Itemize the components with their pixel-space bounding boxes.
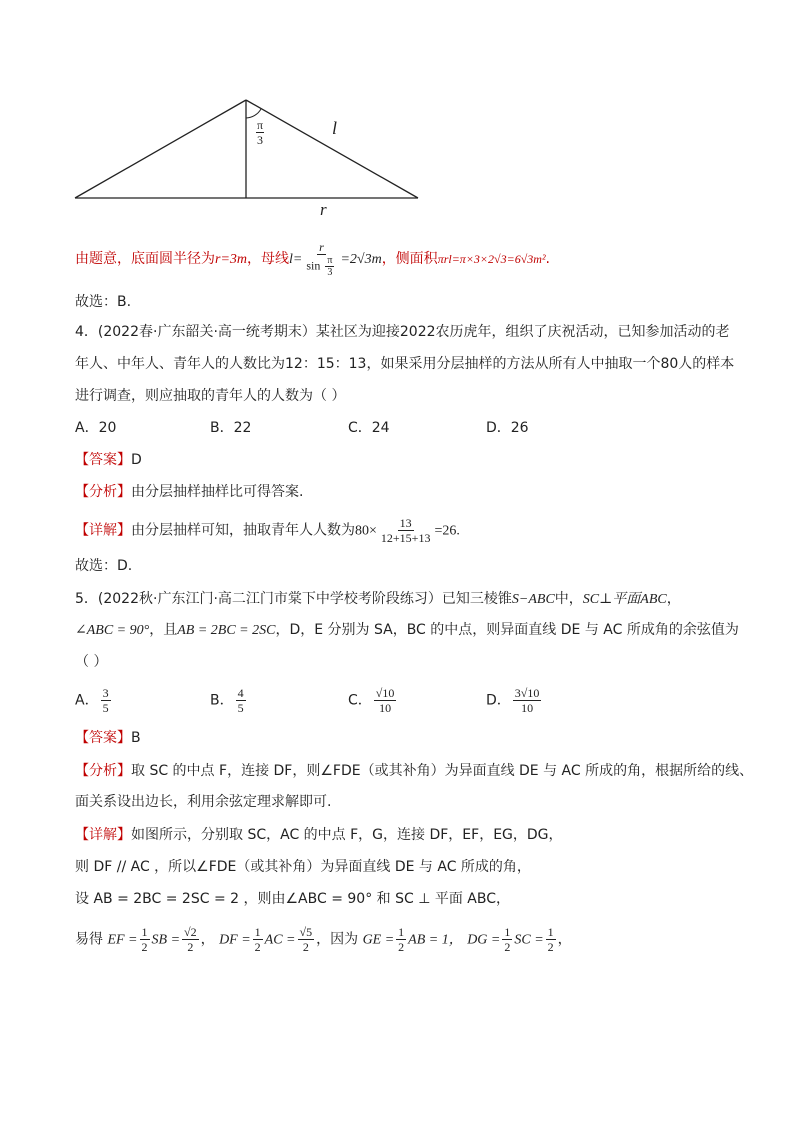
q4-detail-line: [75, 516, 460, 545]
q5-stem-1c: 中，: [554, 591, 583, 607]
q5-stem-2c: AB = 2BC = 2SC: [177, 623, 276, 638]
q5-analysis-tag: 【分析】: [75, 763, 131, 779]
q5-opt-b-label: B．: [210, 692, 234, 709]
prev-l-frac-num: r: [319, 240, 324, 254]
q5-stem-line2: [75, 620, 739, 641]
q4-stem-line2: 年人、中年人、青年人的人数比为12：15：13，如果采用分层抽样的方法从所有人中抽取一个80人的样本: [75, 356, 735, 372]
cone-section-diagram: [70, 92, 430, 222]
q4-option-c: C．24: [348, 420, 390, 436]
q5-opt-b-den: 5: [237, 701, 244, 715]
q5-ge-frac-num: 1: [398, 925, 405, 939]
q5-ge-frac-den: 2: [398, 940, 405, 954]
q5-opt-c-num: √10: [375, 686, 395, 700]
q5-option-b: [210, 686, 248, 715]
prev-end: .: [545, 251, 550, 267]
q5-answer: B: [131, 730, 141, 746]
q5-ge-lhs: GE =: [362, 932, 395, 948]
q5-opt-d-frac: [513, 686, 542, 715]
q5-dg-result-den: 2: [547, 940, 554, 954]
q5-opt-d-num: 3√10: [514, 686, 540, 700]
q5-stem-line3: （ ）: [75, 654, 108, 670]
q5-dg-frac-num: 1: [504, 925, 511, 939]
q4-analysis: 由分层抽样抽样比可得答案.: [131, 484, 304, 500]
angle-arc: [246, 109, 261, 118]
q5-option-d: [486, 686, 543, 715]
q5-stem-2b: ，且: [149, 622, 178, 638]
q5-dg-result-num: 1: [547, 925, 554, 939]
prev-solution-line: [75, 240, 550, 278]
q5-df-result: [298, 925, 315, 954]
prev-l-frac: [304, 240, 338, 278]
q5-ef-mid: SB =: [151, 932, 181, 948]
prev-l-frac-den: [304, 255, 338, 278]
q5-df-mid: AC =: [264, 932, 296, 948]
q5-ef-frac: [140, 925, 150, 954]
q5-answer-tag: 【答案】: [75, 730, 131, 746]
q4-answer-tag: 【答案】: [75, 452, 131, 468]
q5-detail-1: 如图所示，分别取 SC，AC 的中点 F，G，连接 DF，EF，EG，DG，: [131, 827, 563, 843]
q5-ef-result-num: √2: [184, 925, 197, 939]
prev-l-result: =2√3m: [340, 252, 382, 267]
q5-opt-c-label: C．: [348, 692, 372, 709]
q5-df-result-den: 2: [302, 940, 309, 954]
prev-choose: 故选：B.: [75, 294, 132, 310]
q4-answer: D: [131, 452, 142, 468]
q5-dg-mid: SC =: [514, 932, 544, 948]
prev-text-c: ，侧面积: [381, 251, 438, 267]
q5-stem-1e: ，: [666, 591, 681, 607]
q5-df-frac-den: 2: [254, 940, 261, 954]
q5-detail-line4: [75, 925, 572, 954]
q5-opt-d-label: D．: [486, 692, 511, 709]
q5-option-c: [348, 686, 398, 715]
q5-ef-lhs: EF =: [107, 932, 138, 948]
angle-label-den: 3: [257, 133, 264, 147]
q4-detail-result: =26.: [434, 523, 460, 539]
q5-analysis-line2: 面关系设出边长，利用余弦定理求解即可.: [75, 794, 332, 810]
q5-opt-d-den: 10: [521, 701, 534, 715]
prev-r-expr: r: [215, 252, 221, 267]
prev-sin-frac-num: π: [327, 255, 333, 266]
q4-analysis-line: [75, 482, 303, 502]
q4-stem-line1: 4．(2022春·广东韶关·高一统考期末）某社区为迎接2022农历虎年，组织了庆祝活动，已知参加活动的老: [75, 324, 730, 340]
left-slant-edge: [75, 100, 246, 198]
prev-sin: sin: [306, 258, 321, 273]
q5-comma1: ，: [200, 931, 215, 948]
q5-opt-a-den: 5: [102, 701, 109, 715]
q5-opt-c-den: 10: [379, 701, 392, 715]
q5-comma-end: ，: [557, 931, 572, 948]
q5-ge-frac: [396, 925, 406, 954]
q5-analysis-1: 取 SC 的中点 F，连接 DF，则∠FDE（或其补角）为异面直线 DE 与 AC 所成的角，根据所给的线、: [131, 763, 754, 779]
q5-ef-result-den: 2: [187, 940, 194, 954]
q4-stem-line3: 进行调查，则应抽取的青年人的人数为（ ）: [75, 388, 346, 404]
q5-dg-frac: [502, 925, 512, 954]
q5-opt-a-num: 3: [102, 686, 109, 700]
q5-opt-a-label: A．: [75, 692, 99, 709]
q5-dg-lhs: DG =: [467, 932, 501, 948]
q5-ef-frac-den: 2: [141, 940, 148, 954]
q4-detail-frac: [379, 516, 433, 545]
q5-detail-line3: 设 AB = 2BC = 2SC = 2 ，则由∠ABC = 90° 和 SC ⊥ 平面 ABC，: [75, 891, 511, 907]
q5-analysis-line1: [75, 761, 753, 781]
q4-detail-a: 由分层抽样可知，抽取青年人人数为: [131, 522, 355, 539]
q5-opt-a-frac: [101, 686, 111, 715]
prev-sin-frac-den: 3: [327, 267, 333, 278]
q5-stem-1b: S−ABC: [511, 592, 555, 607]
q5-ef-result: [182, 925, 199, 954]
q5-df-result-num: √5: [299, 925, 313, 939]
prev-r-val: =3m: [220, 252, 248, 267]
q4-detail-frac-den: 12+15+13: [380, 531, 431, 545]
hyp-label: l: [332, 118, 338, 138]
prev-l-expr: l=: [289, 252, 303, 267]
q5-stem-line1: [75, 589, 681, 610]
q5-detail-tag: 【详解】: [75, 827, 131, 843]
q5-answer-line: [75, 728, 141, 748]
q5-opt-b-frac: [236, 686, 246, 715]
q4-analysis-tag: 【分析】: [75, 484, 131, 500]
q5-stem-2a: ∠ABC = 90°: [75, 623, 150, 638]
q5-ef-frac-num: 1: [141, 925, 148, 939]
q5-df-lhs: DF =: [219, 932, 251, 948]
angle-label: [256, 118, 264, 147]
q4-detail-frac-num: 13: [399, 516, 412, 530]
q5-stem-1d: SC⊥平面ABC: [582, 592, 667, 607]
q4-option-d: D．26: [486, 420, 529, 436]
q5-df-frac-num: 1: [254, 925, 261, 939]
q4-detail-expr: 80×: [355, 523, 377, 539]
q5-detail-line1: [75, 825, 563, 845]
right-slant-edge: [246, 100, 418, 198]
q5-dg-frac-den: 2: [504, 940, 511, 954]
q4-option-a: A．20: [75, 420, 117, 436]
prev-area-expr: πrl=π×3×2√3=6√3m²: [437, 252, 546, 266]
q5-df-frac: [253, 925, 263, 954]
q5-ge-mid: AB = 1，: [408, 932, 463, 948]
q5-option-a: [75, 686, 113, 715]
base-label: r: [320, 200, 327, 219]
q4-option-b: B．22: [210, 420, 252, 436]
q4-answer-line: [75, 450, 142, 470]
q5-opt-c-frac: [374, 686, 397, 715]
q5-opt-b-num: 4: [237, 686, 244, 700]
q5-d4-easy: 易得: [75, 931, 103, 948]
prev-text-b: ，母线: [247, 251, 290, 267]
q5-dg-result: [546, 925, 556, 954]
q5-stem-1a: 5．(2022秋·广东江门·高二江门市棠下中学校考阶段练习）已知三棱锥: [75, 591, 512, 607]
angle-label-num: π: [257, 118, 264, 132]
q5-detail-line2: 则 DF // AC ，所以∠FDE（或其补角）为异面直线 DE 与 AC 所成的角，: [75, 859, 531, 875]
prev-sin-frac: [325, 255, 334, 278]
q5-because: ，因为: [316, 931, 359, 948]
q4-detail-tag: 【详解】: [75, 522, 131, 539]
q5-stem-2d: ，D，E 分别为 SA，BC 的中点，则异面直线 DE 与 AC 所成角的余弦值为: [275, 622, 739, 638]
prev-text-a: 由题意，底面圆半径为: [75, 251, 215, 267]
q4-choose: 故选：D.: [75, 558, 133, 574]
